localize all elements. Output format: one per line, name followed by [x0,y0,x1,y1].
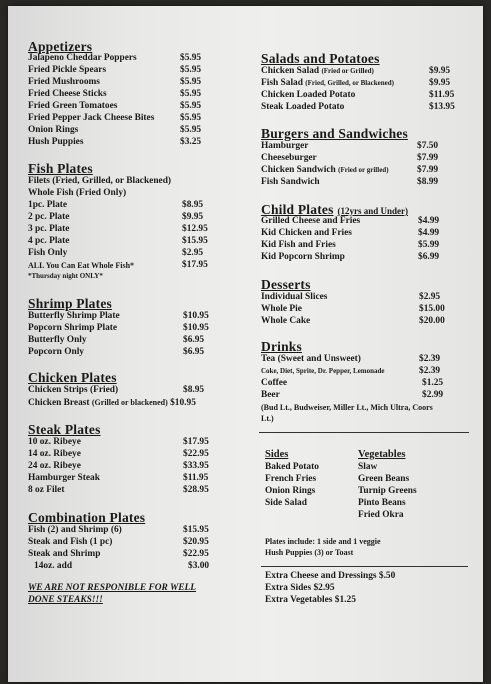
combination-plates-heading: Combination Plates [28,510,146,525]
menu-item-price: $11.95 [429,90,455,100]
menu-item-name: Hush Puppies [28,137,84,147]
child-age-note: (12yrs and Under) [337,206,409,216]
beer-brands-note: (Bud Lt., Budweiser, Miller Lt., Mich Ultra, Coors [261,403,433,412]
menu-item-price: $3.00 [188,561,210,571]
menu-item-price: $6.95 [183,335,205,345]
menu-item-price: $10.95 [183,311,209,321]
thursday-footnote: *Thursday night ONLY* [28,272,103,280]
menu-item-price: $5.95 [180,65,202,75]
fish-salad-row [261,78,394,89]
drinks-heading: Drinks [261,339,302,354]
menu-item-name: 8 oz Filet [28,485,65,495]
menu-item-price: $9.95 [429,66,451,76]
menu-item-price: $12.95 [182,224,208,234]
side-item: Onion Rings [265,486,316,496]
menu-item-name: Beer [261,390,280,400]
menu-item-name: Popcorn Only [28,347,84,357]
menu-item-price: $15.00 [419,304,445,314]
menu-item-price: $10.95 [170,398,196,408]
menu-item-note: (Grilled or blackened) [91,398,168,407]
menu-item-name: Jalapeno Cheddar Poppers [28,53,137,63]
menu-item-price: $5.95 [180,125,202,135]
menu-item-name: 3 pc. Plate [28,224,70,234]
well-done-warning: WE ARE NOT RESPONIBLE FOR WELL [28,583,197,593]
menu-item-name: Whole Cake [261,316,311,326]
chicken-plates-heading: Chicken Plates [28,370,117,385]
chicken-salad-row [261,66,374,77]
extra-item: Extra Vegetables $1.25 [265,595,356,605]
menu-item-name: Fried Cheese Sticks [28,89,107,99]
menu-item-price: $5.95 [180,113,202,123]
menu-item-name: Chicken Breast [28,398,90,408]
plates-include-note-line2: Hush Puppies (3) or Toast [265,548,354,557]
menu-item-price: $2.99 [422,390,444,400]
menu-item-name: Coffee [261,378,288,388]
menu-item-price: $10.95 [183,323,209,333]
salads-potatoes-heading: Salads and Potatoes [261,51,380,66]
menu-item-name: Chicken Sandwich [261,165,336,175]
desserts-heading: Desserts [261,277,311,292]
menu-item-name: Tea (Sweet and Unsweet) [261,354,361,364]
menu-item-note: (Fried or Grilled) [321,67,374,75]
menu-item-name: 24 oz. Ribeye [28,461,81,471]
menu-item-price: $9.95 [429,78,451,88]
extra-item: Extra Cheese and Dressings $.50 [265,571,396,581]
menu-item-name: ALL You Can Eat Whole Fish* [28,261,135,270]
menu-item-name: Butterfly Only [28,335,87,345]
menu-item-price: $5.95 [180,77,202,87]
well-done-warning-line2: DONE STEAKS!!! [28,595,103,605]
menu-item-price: $1.25 [422,378,444,388]
menu-item-price: $3.25 [180,137,202,147]
menu-item-price: $2.95 [419,292,441,302]
menu-item-name: 10 oz. Ribeye [28,437,81,447]
vegetable-item: Turnip Greens [358,486,417,496]
menu-item-name: Fried Green Tomatoes [28,101,118,111]
menu-item-price: $8.95 [182,200,204,210]
menu-item-note: (Fried, Grilled, or Blackened) [305,79,395,87]
fish-plates-heading: Fish Plates [28,161,93,176]
divider [261,566,468,567]
menu-item-name: Whole Pie [261,304,302,314]
appetizers-heading: Appetizers [28,39,93,54]
menu-item-name: 2 pc. Plate [28,212,70,222]
menu-item-price: $8.95 [183,385,205,395]
divider [259,432,469,433]
menu-item-price: $6.99 [418,252,440,262]
whole-fish-note: Whole Fish (Fried Only) [28,188,127,198]
vegetable-item: Fried Okra [358,510,404,520]
menu-item-price: $2.39 [419,366,441,376]
menu-item-price: $22.95 [183,549,209,559]
menu-item-name: Steak Loaded Potato [261,102,345,112]
menu-item-name: Fish Sandwich [261,177,320,187]
plates-include-note: Plates include: 1 side and 1 veggie [265,537,381,546]
chicken-sandwich-row [261,165,389,176]
menu-item-name: Popcorn Shrimp Plate [28,323,118,333]
menu-item-price: $8.99 [417,177,439,187]
menu-item-name: Fish (2) and Shrimp (6) [28,525,122,535]
menu-item-price: $11.95 [183,473,209,483]
menu-item-price: $28.95 [183,485,209,495]
menu-item-price: $2.39 [419,354,441,364]
vegetable-item: Green Beans [358,474,410,484]
menu-item-price: $2.95 [182,248,204,258]
menu-item-price: $20.95 [183,537,209,547]
menu-item-name: Kid Chicken and Fries [261,228,352,238]
menu-item-name: Hamburger Steak [28,473,100,483]
menu-item-price: $33.95 [183,461,209,471]
side-item: Baked Potato [265,462,319,472]
menu-item-price: $9.95 [182,212,204,222]
steak-plates-heading: Steak Plates [28,422,101,437]
menu-item-name: Kid Fish and Fries [261,240,336,250]
menu-item-price: $15.95 [183,525,209,535]
menu-item-price: $4.99 [418,216,440,226]
extra-item: Extra Sides $2.95 [265,583,335,593]
menu-item-name: Fried Mushrooms [28,77,100,87]
menu-item-price: $5.95 [180,53,202,63]
menu-item-name: Fish Only [28,248,68,258]
beer-brands-note-line2: Lt.) [261,414,274,423]
menu-item-price: $5.99 [418,240,440,250]
menu-item-name: Fried Pepper Jack Cheese Bites [28,113,155,123]
vegetable-item: Pinto Beans [358,498,406,508]
menu-item-price: $5.95 [180,89,202,99]
menu-item-name: Chicken Salad [261,66,320,76]
menu-item-price: $15.95 [182,236,208,246]
menu-item-price: $17.95 [183,437,209,447]
menu-item-name: 4 pc. Plate [28,236,70,246]
side-item: Side Salad [265,498,307,508]
menu-item-note: (Fried or grilled) [338,166,389,174]
fish-filets-note: Filets (Fried, Grilled, or Blackened) [28,176,172,186]
menu-item-price: $4.99 [418,228,440,238]
menu-item-name: Onion Rings [28,125,79,135]
menu-item-price: $7.50 [417,141,439,151]
menu-item-name: 14 oz. Ribeye [28,449,81,459]
vegetables-heading: Vegetables [358,449,406,460]
menu-item-name: Cheeseburger [261,153,317,163]
menu-item-name: Grilled Cheese and Fries [261,216,361,226]
menu-item-name: Fried Pickle Spears [28,65,107,75]
menu-item-name: Steak and Shrimp [28,549,101,559]
menu-item-name: Steak and Fish (1 pc) [28,537,113,547]
menu-item-name: Individual Slices [261,292,328,302]
menu-item-price: $7.99 [417,153,439,163]
menu-item-price: $20.00 [419,316,445,326]
menu-item-price: $22.95 [183,449,209,459]
menu-paper [8,6,483,682]
vegetable-item: Slaw [358,462,378,472]
menu-item-name: Coke, Diet, Sprite, Dr. Pepper, Lemonade [261,367,385,375]
menu-item-name: Hamburger [261,141,309,151]
menu-item-price: $17.95 [182,260,208,270]
menu-item-price: $5.95 [180,101,202,111]
shrimp-plates-heading: Shrimp Plates [28,296,112,311]
menu-item-price: $6.95 [183,347,205,357]
sides-heading: Sides [265,449,289,460]
child-plates-heading: Child Plates [261,202,334,217]
menu-item-price: $7.99 [417,165,439,175]
menu-item-name: 14oz. add [34,561,73,571]
chicken-breast-row [28,397,196,409]
menu-item-name: Fish Salad [261,78,303,88]
menu-item-name: 1pc. Plate [28,200,68,210]
burgers-sandwiches-heading: Burgers and Sandwiches [261,126,408,141]
menu-item-name: Chicken Strips (Fried) [28,385,119,395]
menu-item-name: Chicken Loaded Potato [261,90,356,100]
menu-item-name: Butterfly Shrimp Plate [28,311,120,321]
side-item: French Fries [265,474,317,484]
menu-item-name: Kid Popcorn Shrimp [261,252,345,262]
menu-item-price: $13.95 [429,102,455,112]
